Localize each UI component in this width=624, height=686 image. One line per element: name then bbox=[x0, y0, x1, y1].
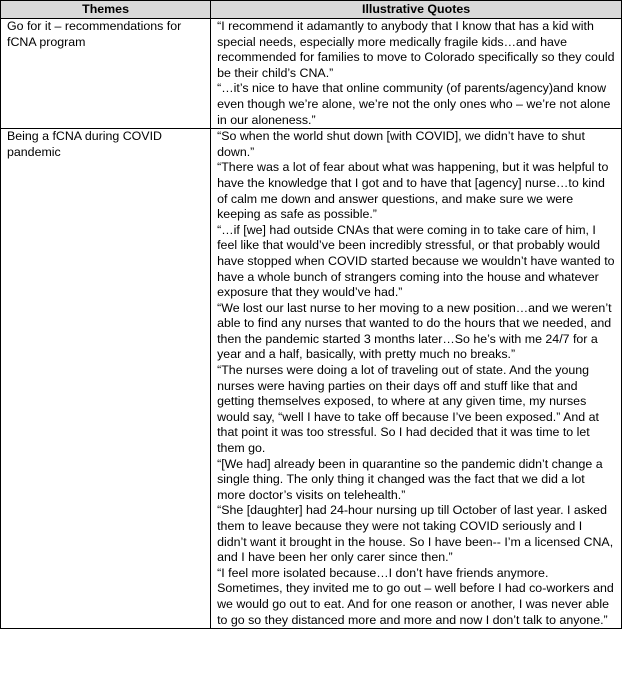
theme-cell: Being a fCNA during COVID pandemic bbox=[1, 129, 211, 629]
quote-text: “[We had] already been in quarantine so the pandemic didn’t change a single thing. The only thing it changed was the fact that we did a lot more doctor’s visits on telehealth.” bbox=[217, 456, 603, 502]
quote-text: “I feel more isolated because…I don’t have friends anymore. Sometimes, they invited me to go out – well before I had co-workers and we would go out to eat. And for one reason or another, I was never able to go so they distanced more and more and now I don’t talk to anyone.” bbox=[217, 565, 614, 627]
quote-text: “We lost our last nurse to her moving to a new position…and we weren’t able to find any nurses that wanted to do the hours that we needed, and then the pandemic started 3 months later…So he’s with me 24/7 for a year and a half, basically, with pretty much no breaks.” bbox=[217, 300, 612, 362]
quotes-cell bbox=[211, 129, 622, 629]
quotes-cell bbox=[211, 19, 622, 129]
table-header-row bbox=[1, 1, 622, 19]
quotes-column-header: Illustrative Quotes bbox=[211, 1, 622, 19]
quote-text: “The nurses were doing a lot of traveling out of state. And the young nurses were having parties on their days off and stuff like that and getting themselves exposed, to where at any given time, my nurses would say, “well I have to take off because I’ve been exposed.” And at that point it was too stressful. So I had decided that it was time to let them go. bbox=[217, 363, 599, 456]
quote-text: “I recommend it adamantly to anybody that I know that has a kid with special needs, especially more medically fragile kids…and have recommended for families to move to Colorado specifically so they could be their child’s CNA.” bbox=[217, 19, 615, 80]
table-row bbox=[1, 129, 622, 629]
quote-text: “…it’s nice to have that online community (of parents/agency)and know even though we’re alone, we’re not the only ones who – we’re not alone in our aloneness.” bbox=[217, 81, 611, 127]
quote-text: “There was a lot of fear about what was happening, but it was helpful to have the knowledge that I got and to have that [agency] nurse…to kind of calm me down and answer questions, and make sure we were keeping as safe as possible.” bbox=[217, 160, 609, 222]
theme-cell: Go for it – recommendations for fCNA program bbox=[1, 19, 211, 129]
table-row bbox=[1, 19, 622, 129]
quote-text: “She [daughter] had 24-hour nursing up till October of last year. I asked them to leave because they were not taking COVID seriously and I didn’t want it brought in the house. So I have been-- I’m a licensed CNA, and I have been her only carer since then.” bbox=[217, 503, 614, 565]
quote-text: “So when the world shut down [with COVID], we didn’t have to shut down.” bbox=[217, 129, 585, 159]
themes-column-header: Themes bbox=[1, 1, 211, 19]
quote-text: “…if [we] had outside CNAs that were coming in to take care of him, I feel like that would’ve been incredibly stressful, or that probably would have stopped when COVID started because we wouldn’t have wanted to have a whole bunch of strangers coming into the house and whatever exposure that they would’ve had.” bbox=[217, 222, 615, 300]
